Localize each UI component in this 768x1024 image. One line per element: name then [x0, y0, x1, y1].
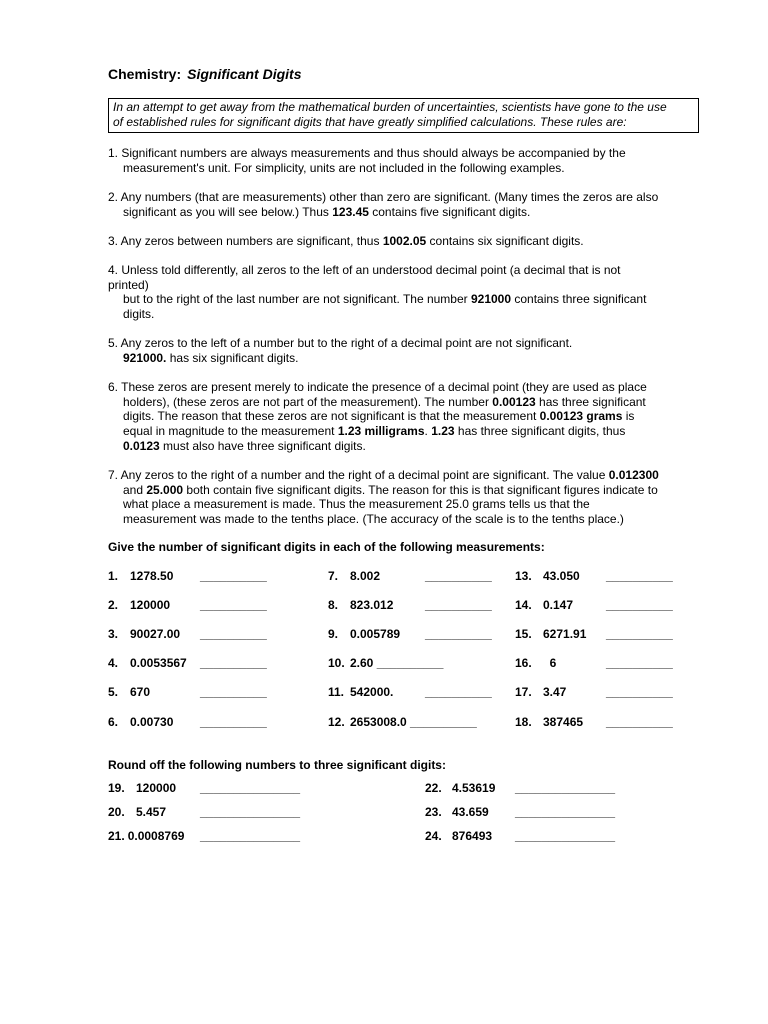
answer-blank[interactable]: _______________	[200, 829, 301, 843]
question-value: 120000	[136, 781, 177, 795]
question-number: 14.	[515, 598, 532, 612]
question-value: 6	[543, 656, 557, 670]
question-value: 4.53619	[452, 781, 496, 795]
rule-text: contains three significant	[511, 292, 647, 307]
rule-text: has three significant digits, thus	[454, 424, 626, 439]
rounding-item	[425, 805, 616, 819]
question-item	[515, 685, 673, 699]
question-item	[328, 656, 443, 670]
question-item	[108, 685, 267, 699]
answer-blank[interactable]: __________	[425, 627, 492, 641]
question-number: 1.	[108, 569, 119, 583]
question-number: 16.	[515, 656, 532, 670]
rounding-item	[108, 781, 301, 795]
section1-heading: Give the number of significant digits in each of the following measurements:	[108, 540, 545, 554]
rule-line	[108, 146, 698, 161]
question-value: 43.050	[543, 569, 580, 583]
question-value: 2.60 __________	[350, 656, 444, 670]
question-number: 7.	[328, 569, 339, 583]
rule-text: 4. Unless told differently, all zeros to the left of an understood decimal point (a decimal that is not	[108, 263, 621, 277]
rule-emphasis: 1.23	[431, 424, 455, 439]
intro-line: In an attempt to get away from the mathematical burden of uncertainties, scientists have gone to the use	[113, 100, 667, 114]
rule-line	[108, 307, 698, 322]
rule-emphasis: 123.45	[332, 204, 369, 219]
question-item	[108, 627, 267, 641]
answer-blank[interactable]: __________	[606, 685, 673, 699]
rule-text: contains five significant digits.	[368, 204, 531, 219]
rule-emphasis: 1002.05	[382, 234, 427, 248]
rule-line	[108, 234, 698, 249]
question-number: 3.	[108, 627, 119, 641]
question-item	[108, 569, 267, 583]
rule-text: 5. Any zeros to the left of a number but to the right of a decimal point are not significant.	[108, 336, 573, 350]
rule-line	[108, 424, 698, 439]
question-number: 2.	[108, 598, 119, 612]
rounding-item	[425, 829, 616, 843]
intro-box	[108, 98, 699, 133]
answer-blank[interactable]: __________	[606, 598, 673, 612]
question-value: 0.00730	[130, 715, 174, 729]
rule-text: digits.	[123, 307, 155, 322]
question-value: 2653008.0 __________	[350, 715, 477, 729]
rule-text: and	[123, 482, 147, 497]
rule-text: significant as you will see below.) Thus	[123, 204, 333, 219]
answer-blank[interactable]: __________	[200, 656, 267, 670]
answer-blank[interactable]: __________	[606, 656, 673, 670]
rule-text: measurement's unit. For simplicity, units are not included in the following examples.	[123, 160, 565, 175]
answer-blank[interactable]: _______________	[515, 829, 616, 843]
rounding-item	[425, 781, 616, 795]
answer-blank[interactable]: _______________	[515, 781, 616, 795]
question-item	[328, 715, 477, 729]
rule-line	[108, 439, 698, 454]
question-value: 90027.00	[130, 627, 181, 641]
rule-text: has three significant	[535, 394, 646, 409]
rule-text: but to the right of the last number are not significant. The number	[123, 292, 471, 307]
rule-line	[108, 278, 698, 293]
answer-blank[interactable]: __________	[606, 627, 673, 641]
question-number: 22.	[425, 781, 442, 795]
rule-text: is	[622, 409, 635, 424]
question-number: 13.	[515, 569, 532, 583]
question-number: 9.	[328, 627, 339, 641]
page-title	[108, 66, 301, 82]
question-value: 0.0053567	[130, 656, 187, 670]
question-value: 823.012	[350, 598, 394, 612]
section2-heading: Round off the following numbers to three significant digits:	[108, 758, 446, 772]
answer-blank[interactable]: _______________	[200, 781, 301, 795]
rule-item	[108, 336, 698, 365]
rule-emphasis: 921000.	[123, 350, 167, 365]
rule-emphasis: 1.23 milligrams	[337, 424, 425, 439]
answer-blank[interactable]: __________	[425, 598, 492, 612]
rule-emphasis: 0.00123	[492, 394, 536, 409]
rule-item	[108, 146, 698, 175]
rule-line	[108, 380, 698, 395]
answer-blank[interactable]: __________	[200, 715, 267, 729]
rounding-item	[108, 805, 301, 819]
rule-line	[108, 263, 698, 278]
rule-line	[108, 205, 698, 220]
question-number: 23.	[425, 805, 442, 819]
question-value: 3.47	[543, 685, 567, 699]
question-item	[515, 627, 673, 641]
rule-line	[108, 409, 698, 424]
question-item	[515, 598, 673, 612]
answer-blank[interactable]: __________	[425, 569, 492, 583]
question-number: 19.	[108, 781, 125, 795]
rule-text: contains six significant digits.	[426, 234, 584, 248]
rule-item	[108, 263, 698, 322]
answer-blank[interactable]: _______________	[515, 805, 616, 819]
answer-blank[interactable]: __________	[200, 598, 267, 612]
answer-blank[interactable]: __________	[200, 569, 267, 583]
question-item	[108, 656, 267, 670]
question-value: 387465	[543, 715, 584, 729]
answer-blank[interactable]: __________	[425, 685, 492, 699]
rule-text: 6. These zeros are present merely to indicate the presence of a decimal point (they are used as place	[108, 380, 647, 394]
question-value: 1278.50	[130, 569, 174, 583]
rule-item	[108, 380, 698, 454]
question-value: 5.457	[136, 805, 167, 819]
question-item	[108, 598, 267, 612]
question-number: 24.	[425, 829, 442, 843]
question-item	[515, 656, 673, 670]
rule-item	[108, 234, 698, 249]
question-number: 20.	[108, 805, 125, 819]
rule-text: has six significant digits.	[166, 350, 299, 365]
answer-blank[interactable]: __________	[200, 627, 267, 641]
question-number: 21.	[108, 829, 125, 843]
rule-text: both contain five significant digits. The reason for this is that significant figures indicate to	[183, 482, 658, 497]
title-subject: Chemistry:	[108, 66, 182, 82]
rule-emphasis: 0.012300	[608, 468, 659, 482]
rule-emphasis: 25.000	[146, 482, 184, 497]
rule-line	[108, 190, 698, 205]
rule-text: 3. Any zeros between numbers are significant, thus	[108, 234, 383, 248]
question-value: 43.659	[452, 805, 489, 819]
question-item	[515, 569, 673, 583]
rule-text: 2. Any numbers (that are measurements) other than zero are significant. (Many times the zeros are also	[108, 190, 659, 204]
question-number: 11.	[328, 685, 345, 699]
question-value: 0.005789	[350, 627, 401, 641]
rounding-item	[108, 829, 301, 843]
question-value: 0.147	[543, 598, 574, 612]
rule-line	[108, 292, 698, 307]
rule-text: printed)	[108, 277, 149, 292]
question-number: 15.	[515, 627, 532, 641]
question-number: 4.	[108, 656, 119, 670]
rule-line	[108, 483, 698, 498]
rule-item	[108, 468, 698, 527]
question-value: 876493	[452, 829, 493, 843]
rule-line	[108, 497, 698, 512]
title-topic: Significant Digits	[187, 66, 302, 82]
question-value: 120000	[130, 598, 171, 612]
intro-line: of established rules for significant digits that have greatly simplified calculations. These rules are:	[113, 115, 627, 129]
rule-line	[108, 336, 698, 351]
rule-text: 1. Significant numbers are always measurements and thus should always be accompanied by the	[108, 146, 626, 160]
question-item	[108, 715, 267, 729]
answer-blank[interactable]: _______________	[200, 805, 301, 819]
rule-line	[108, 468, 698, 483]
rule-text: equal in magnitude to the measurement	[123, 424, 338, 439]
question-item	[515, 715, 673, 729]
answer-blank[interactable]: __________	[606, 569, 673, 583]
answer-blank[interactable]: __________	[606, 715, 673, 729]
question-item	[328, 569, 492, 583]
rule-item	[108, 190, 698, 219]
rule-line	[108, 161, 698, 176]
question-number: 8.	[328, 598, 339, 612]
rule-text: what place a measurement is made. Thus the measurement 25.0 grams tells us that the	[123, 497, 590, 512]
rule-text: .	[424, 424, 432, 439]
answer-blank[interactable]: __________	[200, 685, 267, 699]
question-number: 12.	[328, 715, 345, 729]
question-number: 5.	[108, 685, 119, 699]
rule-text: 7. Any zeros to the right of a number and the right of a decimal point are significant. The value	[108, 468, 609, 482]
question-item	[328, 685, 492, 699]
question-item	[328, 598, 492, 612]
rule-text: must also have three significant digits.	[159, 438, 366, 453]
question-value: 8.002	[350, 569, 381, 583]
question-value: 0.0008769	[127, 829, 185, 843]
question-number: 10.	[328, 656, 345, 670]
question-number: 17.	[515, 685, 532, 699]
question-number: 6.	[108, 715, 119, 729]
question-value: 670	[130, 685, 151, 699]
rule-text: holders), (these zeros are not part of the measurement). The number	[123, 394, 493, 409]
rule-emphasis: 0.0123	[123, 438, 160, 453]
rule-line	[108, 395, 698, 410]
rule-line	[108, 351, 698, 366]
rule-emphasis: 0.00123 grams	[539, 409, 623, 424]
question-value: 6271.91	[543, 627, 587, 641]
rule-line	[108, 512, 698, 527]
question-item	[328, 627, 492, 641]
rule-text: measurement was made to the tenths place. (The accuracy of the scale is to the tenths place.)	[123, 512, 624, 527]
question-value: 542000.	[350, 685, 394, 699]
rule-emphasis: 921000	[470, 292, 512, 307]
rule-text: digits. The reason that these zeros are not significant is that the measurement	[123, 409, 540, 424]
question-number: 18.	[515, 715, 532, 729]
